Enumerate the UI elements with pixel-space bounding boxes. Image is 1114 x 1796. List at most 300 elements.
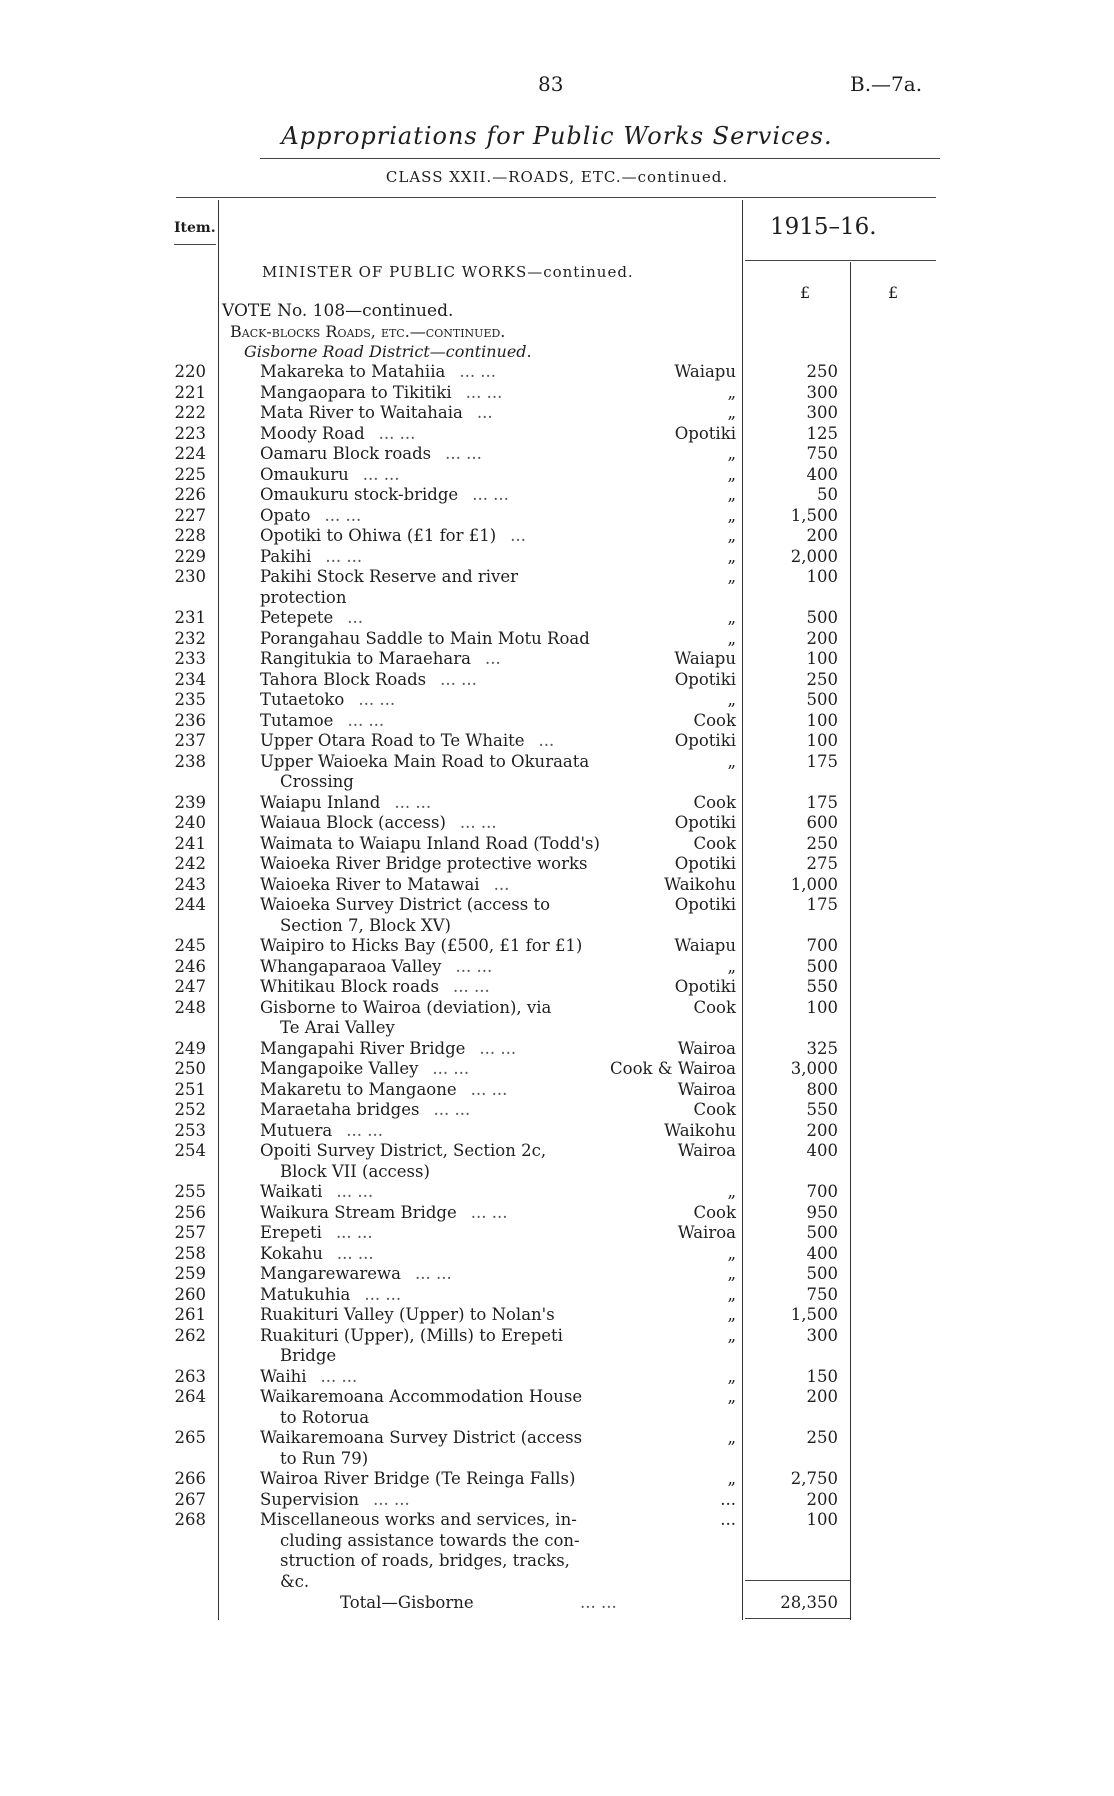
amount: 550 — [806, 977, 838, 996]
leader-dots: ... ... — [347, 710, 385, 730]
item-column-header: Item. — [174, 220, 216, 236]
table-row — [0, 977, 1114, 998]
amount: 700 — [806, 936, 838, 955]
amount: 200 — [806, 1120, 838, 1140]
item-number: 251 — [174, 1079, 206, 1099]
item-number: 252 — [174, 1100, 206, 1119]
item-number: 261 — [174, 1305, 206, 1324]
item-description — [260, 362, 605, 383]
leader-dots: ... ... — [336, 1182, 374, 1201]
item-number: 257 — [174, 1223, 206, 1242]
leader-dots: ... ... — [459, 362, 497, 381]
table-row — [0, 670, 1114, 691]
amount: 100 — [806, 710, 838, 730]
item-number: 249 — [174, 1038, 206, 1058]
pound-sign-total-column: £ — [888, 283, 899, 302]
item-description — [260, 465, 605, 486]
item-description-text: Whangaparaoa Valley — [260, 956, 442, 976]
table-row — [0, 526, 1114, 547]
amount: 200 — [806, 526, 838, 545]
item-description — [260, 670, 605, 691]
table-row — [0, 1387, 1114, 1428]
item-number: 264 — [174, 1387, 206, 1406]
leader-dots: ... ... — [373, 1489, 410, 1509]
item-description — [260, 1244, 605, 1265]
item-description-text: Erepeti — [260, 1223, 322, 1242]
district-location: Opotiki — [674, 854, 736, 873]
leader-dots: ... — [510, 526, 526, 545]
amount: 100 — [806, 997, 838, 1017]
item-description-text: Ruakituri (Upper), (Mills) to Erepeti — [260, 1325, 563, 1345]
item-description-text: Waiaua Block (access) — [260, 813, 446, 832]
item-description — [260, 1182, 605, 1203]
item-description — [260, 1510, 605, 1592]
minister-heading: MINISTER OF PUBLIC WORKS—continued. — [262, 263, 634, 281]
item-number: 256 — [174, 1202, 206, 1222]
table-row — [0, 1490, 1114, 1511]
district-location: „ — [727, 546, 736, 566]
item-description-text: Mangapahi River Bridge — [260, 1038, 466, 1058]
item-number: 230 — [174, 567, 206, 586]
item-description — [260, 834, 605, 855]
district-location: „ — [727, 403, 736, 422]
item-description — [260, 1387, 605, 1428]
item-number: 236 — [174, 710, 206, 730]
item-description — [260, 690, 605, 711]
table-row — [0, 998, 1114, 1039]
district-location: „ — [727, 505, 736, 525]
item-description-continuation: struction of roads, bridges, tracks, — [280, 1551, 570, 1570]
table-row — [0, 629, 1114, 650]
district-location: „ — [727, 751, 736, 771]
item-description — [260, 1264, 605, 1285]
item-description — [260, 977, 605, 998]
district-location: ... — [720, 1489, 736, 1509]
item-number: 225 — [174, 464, 206, 484]
total-label: Total—Gisborne — [340, 1593, 474, 1612]
amount: 125 — [806, 423, 838, 443]
district-location: „ — [727, 608, 736, 627]
item-description-text: Tutaetoko — [260, 690, 345, 709]
item-description-text: Matukuhia — [260, 1284, 351, 1304]
table-row — [0, 362, 1114, 383]
item-description-continuation: Section 7, Block XV) — [280, 915, 451, 935]
pound-sign-amount-column: £ — [800, 283, 811, 302]
item-header-underline — [174, 244, 216, 245]
item-description-text: Makareka to Matahiia — [260, 362, 446, 381]
district-location: Waikohu — [664, 1120, 736, 1140]
district-location: „ — [727, 382, 736, 402]
table-row — [0, 567, 1114, 608]
amount: 750 — [806, 444, 838, 463]
item-description — [260, 1121, 605, 1142]
item-number: 254 — [174, 1141, 206, 1160]
district-heading: Gisborne Road District—continued. — [244, 342, 532, 361]
table-row — [0, 1428, 1114, 1469]
appropriation-rows — [0, 362, 1114, 1592]
item-number: 223 — [174, 423, 206, 443]
district-location: „ — [727, 1325, 736, 1345]
district-location: „ — [727, 1182, 736, 1201]
item-description-text: Mangapoike Valley — [260, 1059, 419, 1078]
item-description — [260, 1141, 605, 1182]
item-number: 220 — [174, 362, 206, 381]
item-description-text: Makaretu to Mangaone — [260, 1079, 457, 1099]
item-description — [260, 711, 605, 732]
table-row — [0, 793, 1114, 814]
item-description-text: Kokahu — [260, 1243, 323, 1263]
leader-dots: ... ... — [394, 792, 432, 812]
table-row — [0, 1510, 1114, 1592]
item-description — [260, 998, 605, 1039]
leader-dots: ... ... — [432, 1059, 470, 1078]
item-description-continuation: Block VII (access) — [280, 1161, 430, 1181]
item-description-text: Waiapu Inland — [260, 792, 381, 812]
item-description-text: Waikaremoana Survey District (access — [260, 1428, 583, 1447]
table-row — [0, 690, 1114, 711]
leader-dots: ... ... — [433, 1100, 471, 1119]
item-description — [260, 936, 605, 957]
item-description-text: Porangahau Saddle to Main Motu Road — [260, 628, 590, 648]
amount: 700 — [806, 1182, 838, 1201]
item-description — [260, 875, 605, 896]
item-number: 266 — [174, 1469, 206, 1488]
title-rule — [260, 158, 940, 159]
item-description-text: Upper Otara Road to Te Whaite — [260, 731, 525, 750]
item-description — [260, 649, 605, 670]
item-description-text: Oamaru Block roads — [260, 444, 432, 463]
amount: 275 — [806, 854, 838, 873]
district-location: „ — [727, 690, 736, 709]
leader-dots: ... ... — [440, 669, 477, 689]
item-description — [260, 1326, 605, 1367]
item-description-continuation: &c. — [280, 1571, 310, 1591]
item-description-text: Petepete — [260, 608, 334, 627]
item-number: 248 — [174, 997, 206, 1017]
district-location: Opotiki — [674, 669, 736, 689]
item-number: 241 — [174, 833, 206, 853]
amount: 400 — [806, 1243, 838, 1263]
item-number: 238 — [174, 751, 206, 771]
table-row — [0, 1100, 1114, 1121]
amount: 1,500 — [790, 505, 838, 525]
item-description-text: Omaukuru — [260, 464, 349, 484]
page-number: 83 — [538, 72, 564, 96]
item-description-text: Upper Waioeka Main Road to Okuraata — [260, 751, 590, 771]
amount: 250 — [806, 669, 838, 689]
table-row — [0, 1285, 1114, 1306]
amount: 300 — [806, 382, 838, 402]
item-description-text: Waipiro to Hicks Bay (£500, £1 for £1) — [260, 936, 583, 955]
district-location: Cook — [693, 997, 736, 1017]
item-description-text: Opoiti Survey District, Section 2c, — [260, 1141, 547, 1160]
leader-dots: ... ... — [472, 485, 509, 504]
item-description — [260, 793, 605, 814]
district-location: „ — [727, 1366, 736, 1386]
item-description — [260, 957, 605, 978]
item-description-text: Mangarewarewa — [260, 1264, 401, 1283]
table-row — [0, 485, 1114, 506]
amount: 200 — [806, 628, 838, 648]
leader-dots: ... ... — [414, 1264, 452, 1283]
leader-dots: ... ... — [346, 1120, 383, 1140]
table-row — [0, 1141, 1114, 1182]
total-amount: 28,350 — [780, 1593, 838, 1612]
table-row — [0, 711, 1114, 732]
item-description-continuation: Bridge — [280, 1346, 337, 1365]
item-number: 233 — [174, 649, 206, 668]
table-row — [0, 834, 1114, 855]
table-row — [0, 1182, 1114, 1203]
leader-dots: ... — [484, 649, 501, 668]
item-number: 237 — [174, 731, 206, 750]
amount: 500 — [806, 1264, 838, 1283]
item-description — [260, 485, 605, 506]
table-row — [0, 444, 1114, 465]
item-number: 240 — [174, 813, 206, 832]
district-location: Opotiki — [674, 731, 736, 750]
table-row — [0, 957, 1114, 978]
item-description-text: Tahora Block Roads — [260, 669, 427, 689]
district-location: „ — [727, 1387, 736, 1406]
amount: 300 — [806, 403, 838, 422]
table-row — [0, 547, 1114, 568]
table-row — [0, 936, 1114, 957]
district-location: „ — [727, 1305, 736, 1324]
item-description-text: Maraetaha bridges — [260, 1100, 420, 1119]
amount: 500 — [806, 1223, 838, 1242]
amount: 200 — [806, 1387, 838, 1406]
leader-dots: ... ... — [364, 1284, 402, 1304]
item-number: 231 — [174, 608, 206, 627]
item-description-text: Waimata to Waiapu Inland Road (Todd's) — [260, 833, 600, 853]
district-location: „ — [727, 1264, 736, 1283]
item-description — [260, 1059, 605, 1080]
district-location: Opotiki — [674, 423, 736, 443]
district-location: „ — [727, 1243, 736, 1263]
amount: 750 — [806, 1284, 838, 1304]
item-number: 267 — [174, 1489, 206, 1509]
table-row — [0, 403, 1114, 424]
table-row — [0, 1367, 1114, 1388]
district-location: „ — [727, 444, 736, 463]
item-description — [260, 608, 605, 629]
item-number: 268 — [174, 1510, 206, 1529]
item-number: 262 — [174, 1325, 206, 1345]
leader-dots: ... ... — [324, 505, 362, 525]
district-location: Wairoa — [677, 1223, 736, 1242]
amount: 175 — [806, 895, 838, 914]
leader-dots: ... — [493, 874, 510, 894]
item-number: 234 — [174, 669, 206, 689]
district-location: „ — [727, 464, 736, 484]
item-description — [260, 1469, 605, 1490]
table-row — [0, 608, 1114, 629]
item-description-continuation: to Rotorua — [280, 1407, 370, 1427]
item-description — [260, 1285, 605, 1306]
district-location: Wairoa — [677, 1141, 736, 1160]
item-description-continuation: Crossing — [280, 772, 354, 791]
item-description — [260, 1367, 605, 1388]
amount: 500 — [806, 956, 838, 976]
leader-dots: ... ... — [455, 956, 493, 976]
amount: 600 — [806, 813, 838, 832]
amount: 50 — [817, 485, 838, 504]
table-row — [0, 1264, 1114, 1285]
item-number: 255 — [174, 1182, 206, 1201]
amount: 300 — [806, 1325, 838, 1345]
item-number: 245 — [174, 936, 206, 955]
amount: 550 — [806, 1100, 838, 1119]
item-description-text: Mangaopara to Tikitiki — [260, 382, 452, 402]
item-description-text: Mutuera — [260, 1120, 333, 1140]
item-description-continuation: cluding assistance towards the con- — [280, 1530, 580, 1550]
item-description — [260, 547, 605, 568]
table-row — [0, 649, 1114, 670]
item-number: 253 — [174, 1120, 206, 1140]
item-description-text: Waikati — [260, 1182, 323, 1201]
item-description-text: Miscellaneous works and services, in- — [260, 1510, 577, 1529]
amount: 3,000 — [790, 1059, 838, 1078]
item-description — [260, 1305, 605, 1326]
amount: 250 — [806, 362, 838, 381]
item-description-text: Pakihi — [260, 546, 312, 566]
amount: 800 — [806, 1079, 838, 1099]
district-location: Waiapu — [674, 649, 736, 668]
item-number: 260 — [174, 1284, 206, 1304]
district-location: Cook — [693, 1202, 736, 1222]
item-description — [260, 1100, 605, 1121]
item-description-text: Waioeka River Bridge protective works — [260, 854, 588, 873]
vote-heading: VOTE No. 108—continued. — [222, 301, 454, 321]
table-row — [0, 383, 1114, 404]
item-description — [260, 1080, 605, 1101]
item-description — [260, 731, 605, 752]
year-header-rule — [745, 260, 936, 261]
item-description-text: Wairoa River Bridge (Te Reinga Falls) — [260, 1469, 576, 1488]
item-description — [260, 1223, 605, 1244]
leader-dots: ... ... — [325, 546, 363, 566]
item-description-continuation: Te Arai Valley — [280, 1018, 395, 1037]
item-description-text: Waikura Stream Bridge — [260, 1202, 457, 1222]
leader-dots: ... — [538, 731, 555, 750]
item-description — [260, 752, 605, 793]
item-description — [260, 629, 605, 650]
table-row — [0, 1326, 1114, 1367]
table-row — [0, 1469, 1114, 1490]
item-description-text: Opotiki to Ohiwa (£1 for £1) — [260, 526, 497, 545]
total-top-rule — [745, 1580, 850, 1581]
item-number: 244 — [174, 895, 206, 914]
document-reference: B.—7a. — [850, 72, 923, 96]
item-description-text: Waihi — [260, 1366, 307, 1386]
item-number: 222 — [174, 403, 206, 422]
table-row — [0, 813, 1114, 834]
item-description-text: Waioeka River to Matawai — [260, 874, 480, 894]
item-description-continuation: to Run 79) — [280, 1448, 369, 1468]
item-description — [260, 1428, 605, 1469]
item-description-text: Opato — [260, 505, 311, 525]
amount: 1,500 — [790, 1305, 838, 1324]
item-description — [260, 813, 605, 834]
district-location: Cook — [693, 833, 736, 853]
item-number: 227 — [174, 505, 206, 525]
leader-dots: ... ... — [445, 444, 482, 463]
district-location: Waiapu — [674, 936, 736, 955]
item-description-text: Waioeka Survey District (access to — [260, 895, 551, 914]
table-row — [0, 1223, 1114, 1244]
item-number: 259 — [174, 1264, 206, 1283]
table-row — [0, 1203, 1114, 1224]
item-description — [260, 567, 605, 608]
leader-dots: ... ... — [465, 382, 503, 402]
district-location: Wairoa — [677, 1079, 736, 1099]
item-description — [260, 424, 605, 445]
table-row — [0, 854, 1114, 875]
item-description — [260, 1203, 605, 1224]
district-location: „ — [727, 1284, 736, 1304]
district-location: „ — [727, 628, 736, 648]
leader-dots: ... ... — [453, 977, 490, 996]
leader-dots: ... ... — [362, 464, 400, 484]
item-description-text: Omaukuru stock-bridge — [260, 485, 459, 504]
item-number: 228 — [174, 526, 206, 545]
table-row — [0, 1244, 1114, 1265]
table-row — [0, 895, 1114, 936]
page-title: Appropriations for Public Works Services. — [281, 122, 833, 150]
district-location: „ — [727, 485, 736, 504]
table-row — [0, 752, 1114, 793]
item-number: 243 — [174, 874, 206, 894]
district-location: „ — [727, 1428, 736, 1447]
table-row — [0, 424, 1114, 445]
item-number: 224 — [174, 444, 206, 463]
item-number: 221 — [174, 382, 206, 402]
item-description-text: Pakihi Stock Reserve and river protection — [260, 567, 519, 607]
leader-dots: ... — [347, 608, 363, 627]
section-heading: Back-blocks Roads, etc.—continued. — [230, 322, 506, 341]
item-description-text: Tutamoe — [260, 710, 334, 730]
table-row — [0, 1080, 1114, 1101]
amount: 500 — [806, 690, 838, 709]
item-number: 250 — [174, 1059, 206, 1078]
district-location: „ — [727, 1469, 736, 1488]
amount: 400 — [806, 1141, 838, 1160]
item-description — [260, 1490, 605, 1511]
amount: 250 — [806, 1428, 838, 1447]
item-description — [260, 506, 605, 527]
district-location: Cook — [693, 710, 736, 730]
amount: 200 — [806, 1489, 838, 1509]
leader-dots: ... ... — [335, 1223, 373, 1242]
item-description — [260, 854, 605, 875]
district-location: Cook — [693, 792, 736, 812]
item-number: 247 — [174, 977, 206, 996]
district-location: „ — [727, 526, 736, 545]
amount: 1,000 — [790, 874, 838, 894]
class-heading: CLASS XXII.—ROADS, ETC.—continued. — [385, 168, 729, 186]
district-location: „ — [727, 567, 736, 586]
district-location: Cook — [693, 1100, 736, 1119]
amount: 2,750 — [790, 1469, 838, 1488]
table-row — [0, 465, 1114, 486]
leader-dots: ... ... — [320, 1366, 358, 1386]
item-number: 232 — [174, 628, 206, 648]
item-description-text: Waikaremoana Accommodation House — [260, 1387, 583, 1406]
table-row — [0, 1059, 1114, 1080]
leader-dots: ... ... — [459, 813, 497, 832]
leader-dots: ... ... — [358, 690, 396, 709]
